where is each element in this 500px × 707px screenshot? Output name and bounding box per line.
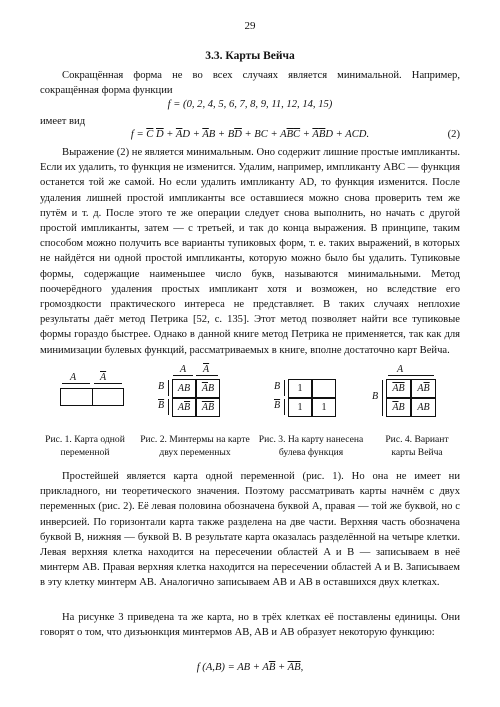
fig3-bracket-b	[284, 380, 285, 396]
fig2-label-b-inv: $\overline{B}$	[158, 400, 165, 411]
fig3-cell-1: 1	[288, 379, 312, 398]
caption-fig-1: Рис. 1. Карта одной переменной	[45, 434, 125, 458]
fig2-bracket-b-inv	[168, 399, 169, 415]
fig2-label-a-inv: $\overline{A}$	[203, 364, 210, 375]
fig3-bracket-b-inv	[284, 399, 285, 415]
fig2-label-a: A	[180, 364, 187, 375]
fig3-label-b: B	[274, 381, 281, 392]
fig1-bracket-a	[62, 383, 90, 384]
fig4-cell-4: AB	[411, 398, 436, 417]
fig2-cell-ab: AB	[172, 379, 196, 398]
fig3-cell-3: 1	[288, 398, 312, 417]
equation-2: $f = \overline{C}$ $\overline{D} + \overline{A}D + \overline{A}B + B\overline{D}$ + BC + $A\overline{B}\overline{C} + \overline{A}\overline{B}D$ + ACD.	[130, 129, 370, 140]
equation-number: (2)	[447, 129, 460, 140]
fig2-bracket-a	[173, 375, 193, 376]
function-fab: f (A,B) = AB + $A\overline{B} + \overline{A}\overline{B}$,	[196, 662, 304, 673]
fig2-bracket-b	[168, 380, 169, 396]
fig2-bracket-a-inv	[196, 375, 218, 376]
fig3-cell-2	[312, 379, 336, 398]
page-number: 29	[244, 20, 256, 32]
fig4-cell-3: $\overline{A}B$	[386, 398, 411, 417]
function-list: f = (0, 2, 4, 5, 6, 7, 8, 9, 11, 12, 14, 15)	[167, 99, 333, 110]
fig1-divider	[92, 388, 93, 406]
section-title: 3.3. Карты Вейча	[205, 50, 295, 62]
fig2-cell-a-b-inv: $A\overline{B}$	[172, 398, 196, 417]
fig3-cell-4: 1	[312, 398, 336, 417]
caption-fig-4: Рис. 4. Вариант карты Вейча	[385, 434, 449, 458]
fig2-cell-a-inv-b: $\overline{A}B$	[196, 379, 220, 398]
fig1-label-a: A	[70, 372, 77, 383]
paragraph-figure-3: На рисунке 3 приведена та же карта, но в трёх клетках её поставлены единицы. Они говорят о том, что дизъюнкция минтермов AB, AB и AB образует некоторую функцию:	[40, 612, 460, 639]
fig4-bracket-a	[388, 375, 434, 376]
paragraph-minimization: Выражение (2) не является минимальным. Оно содержит лишние простые импликанты. Если их удалить, то функция не изменится. Удалим, например, импликанту ABC — функция останется той же самой. Но если удалить импликанту AD, то функция изменится. После удаления лишней простой импликанты все оставшиеся можно снова проверить тем же путём и т. д. После этого те же операции следует снова выполнить, но начать с другой простой импликанты, затем — с третьей, и так до конца выражения. В принципе, таким способом можно получить все варианты тупиковых форм, т. е. таких выражений, в которых не найдётся ни одной простой импликанты, которую можно было бы удалить. Тупиковые формы, содержащие наименьшее число букв, называются минимальными. Метод поочерёдного удаления простых импликант хотя и возможен, но вследствие его громоздкости практического интереса не представляет. В таких случаях неплохие результаты даёт метод Петрика [52, с. 135]. Этот метод позволяет найти все тупиковые формы гораздо быстрее. Однако в данной книге метод Петрика не применяется, так как для минимизации булевых функций, рассматриваемых в книге, вполне достаточно карт Вейча.	[40, 147, 460, 356]
fig1-label-a-inv: $\overline{A}$	[100, 372, 107, 383]
fig4-label-b: B	[372, 391, 379, 402]
fig2-cell-a-inv-b-inv: $\overline{A}\overline{B}$	[196, 398, 220, 417]
paragraph-two-variables: Простейшей является карта одной переменной (рис. 1). Но она не имеет ни прикладного, ни теоретического значения. Поэтому рассматривать карты начнём с двух переменных (рис. 2). Её левая половина обозначена буквой A, правая — той же буквой, но с инверсией. По горизонтали карта также разделена на две части. Верхняя часть обозначена буквой B, нижняя — буквой B. В результате карта оказалась разделённой на четыре клетки. Левая верхняя клетка находится на пересечении областей A и B — записываем в неё минтерм AB. Правая верхняя клетка находится на пересечении областей A и B. Записываем в эту клетку минтерм AB. Аналогично записываем AB и AB в оставшихся двух клетках.	[40, 471, 460, 589]
fig4-bracket-b	[382, 380, 383, 416]
fig3-label-b-inv: $\overline{B}$	[274, 400, 281, 411]
fig4-label-a: A	[397, 364, 404, 375]
fig2-label-b: B	[158, 381, 165, 392]
caption-fig-3: Рис. 3. На карту нанесена булева функция	[258, 434, 364, 458]
fig1-bracket-a-inv	[94, 383, 122, 384]
fig4-cell-2: $A\overline{B}$	[411, 379, 436, 398]
caption-fig-2: Рис. 2. Минтермы на карте двух переменных	[140, 434, 250, 458]
fig4-cell-1: $\overline{A}\overline{B}$	[386, 379, 411, 398]
paragraph-intro: Сокращённая форма не во всех случаях является минимальной. Например, сокращённая форма функции	[40, 70, 460, 97]
has-form-text: имеет вид	[40, 116, 86, 127]
